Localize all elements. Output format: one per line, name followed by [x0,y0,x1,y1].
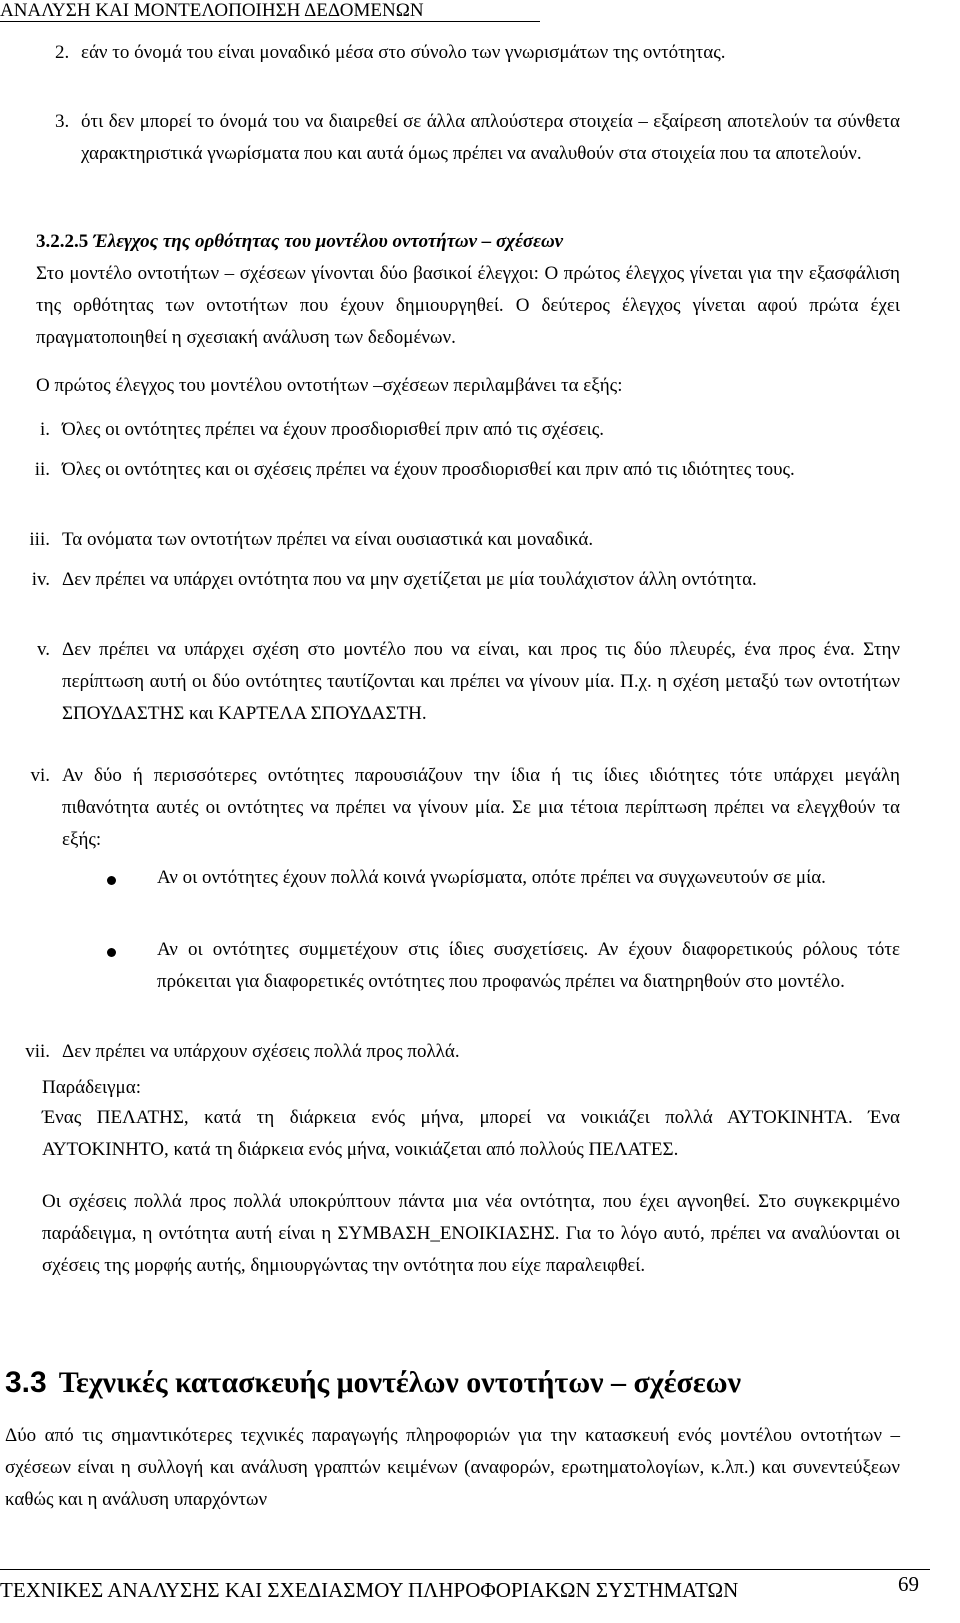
example-label: Παράδειγμα: [42,1077,141,1098]
intro-item-3 [55,106,900,170]
running-header: ΑΝΑΛΥΣΗ ΚΑΙ ΜΟΝΤΕΛΟΠΟΙΗΣΗ ΔΕΔΟΜΕΝΩΝ [0,0,424,21]
section-paragraph-lead: Ο πρώτος έλεγχος του μοντέλου οντοτήτων –σχέσεων περιλαμβάνει τα εξής: [36,375,623,396]
example-conclusion: Οι σχέσεις πολλά προς πολλά υποκρύπτουν πάντα μια νέα οντότητα, που έχει αγνοηθεί. Στο συγκεκριμένο παράδειγμα, η οντότητα αυτή είναι η ΣΥΜΒΑΣΗ_ΕΝΟΙΚΙΑΣΗΣ. Για το λόγο αυτό, πρέπει να αναλύονται οι σχέσεις της μορφής αυτής, δημιουργώντας την οντότητα που είχε παραλειφθεί. [42,1191,900,1276]
check-text: Αν δύο ή περισσότερες οντότητες παρουσιάζουν την ίδια ή τις ίδιες ιδιότητες τότε υπάρχει μεγάλη πιθανότητα αυτές οι οντότητες να πρέπει να γίνουν μία. Σε μια τέτοια περίπτωση πρέπει να ελεγχθούν τα εξής: [62,765,900,850]
check-text: Δεν πρέπει να υπάρχει οντότητα που να μην σχετίζεται με μία τουλάχιστον άλλη οντότητα. [62,569,757,590]
check-number: iii. [29,529,50,550]
section-title: Τεχνικές κατασκευής μοντέλων οντοτήτων – σχέσεων [58,1366,742,1399]
intro-item-number: 3. [55,111,70,132]
intro-item-text: ότι δεν μπορεί το όνομά του να διαιρεθεί σε άλλα απλούστερα στοιχεία – εξαίρεση αποτελούν τα σύνθετα χαρακτηριστικά γνωρίσματα που και αυτά όμως πρέπει να αναλυθούν στα στοιχεία που τα αποτελούν. [81,111,900,164]
section-heading [36,226,900,258]
bullet-dot-icon [107,948,116,957]
intro-item-number: 2. [55,42,70,63]
check-text: Δεν πρέπει να υπάρχουν σχέσεις πολλά προς πολλά. [62,1041,460,1062]
check-number: iv. [31,569,50,590]
footer-rule [0,1569,930,1570]
header-rule [0,21,540,22]
section-number: 3.2.2.5 [36,231,89,252]
check-text: Όλες οι οντότητες και οι σχέσεις πρέπει να έχουν προσδιορισθεί και πριν από τις ιδιότητες τους. [62,459,795,480]
section-paragraph: Στο μοντέλο οντοτήτων – σχέσεων γίνονται δύο βασικοί έλεγχοι: Ο πρώτος έλεγχος γίνεται για την εξασφάλιση της ορθότητας των οντοτήτων που έχουν δημιουργηθεί. Ο δεύτερος έλεγχος γίνεται αφού πρώτα έχει πραγματοποιηθεί η σχεσιακή ανάλυση των δεδομένων. [36,263,900,348]
footer-title: ΤΕΧΝΙΚΕΣ ΑΝΑΛΥΣΗΣ ΚΑΙ ΣΧΕΔΙΑΣΜΟΥ ΠΛΗΡΟΦΟΡΙΑΚΩΝ ΣΥΣΤΗΜΑΤΩΝ [0,1578,739,1602]
check-text: Δεν πρέπει να υπάρχει σχέση στο μοντέλο που να είναι, και προς τις δύο πλευρές, ένα προς ένα. Στην περίπτωση αυτή οι δύο οντότητες ταυτίζονται και πρέπει να γίνουν μία. Π.χ. η σχέση μεταξύ των οντοτήτων ΣΠΟΥΔΑΣΤΗΣ και ΚΑΡΤΕΛΑ ΣΠΟΥΔΑΣΤΗ. [62,639,900,724]
intro-item-text: εάν το όνομά του είναι μοναδικό μέσα στο σύνολο των γνωρισμάτων της οντότητας. [81,42,726,63]
intro-item-2 [55,37,900,69]
bullet-text: Αν οι οντότητες έχουν πολλά κοινά γνωρίσματα, οπότε πρέπει να συγχωνευτούν σε μία. [157,867,826,888]
check-number: v. [36,639,50,660]
section-heading-3-3 [5,1365,905,1401]
bullet-dot-icon [107,876,116,885]
example-text: Ένας ΠΕΛΑΤΗΣ, κατά τη διάρκεια ενός μήνα, μπορεί να νοικιάζει πολλά ΑΥΤΟΚΙΝΗΤΑ. Ένα ΑΥΤΟΚΙΝΗΤΟ, κατά τη διάρκεια ενός μήνα, νοικιάζεται από πολλούς ΠΕΛΑΤΕΣ. [42,1107,900,1160]
check-text: Όλες οι οντότητες πρέπει να έχουν προσδιορισθεί πριν από τις σχέσεις. [62,419,605,440]
bullet-text: Αν οι οντότητες συμμετέχουν στις ίδιες συσχετίσεις. Αν έχουν διαφορετικούς ρόλους τότε πρόκειται για διαφορετικές οντότητες που προφανώς πρέπει να διατηρηθούν στο μοντέλο. [157,939,900,992]
section-number: 3.3 [5,1366,47,1399]
check-number: i. [39,419,50,440]
check-number: ii. [34,459,50,480]
page-number: 69 [898,1572,919,1596]
check-number: vi. [30,765,50,786]
check-text: Τα ονόματα των οντοτήτων πρέπει να είναι ουσιαστικά και μοναδικά. [62,529,594,550]
section-paragraph: Δύο από τις σημαντικότερες τεχνικές παραγωγής πληροφοριών για την κατασκευή ενός μοντέλου οντοτήτων – σχέσεων είναι η συλλογή και ανάλυση γραπτών κειμένων (αναφορών, ερωτηματολογίων, κ.λπ.) και συνεντεύξεων καθώς και η ανάλυση υπαρχόντων [5,1425,900,1510]
check-number: vii. [25,1041,50,1062]
section-title: Έλεγχος της ορθότητας του μοντέλου οντοτήτων – σχέσεων [93,231,564,252]
